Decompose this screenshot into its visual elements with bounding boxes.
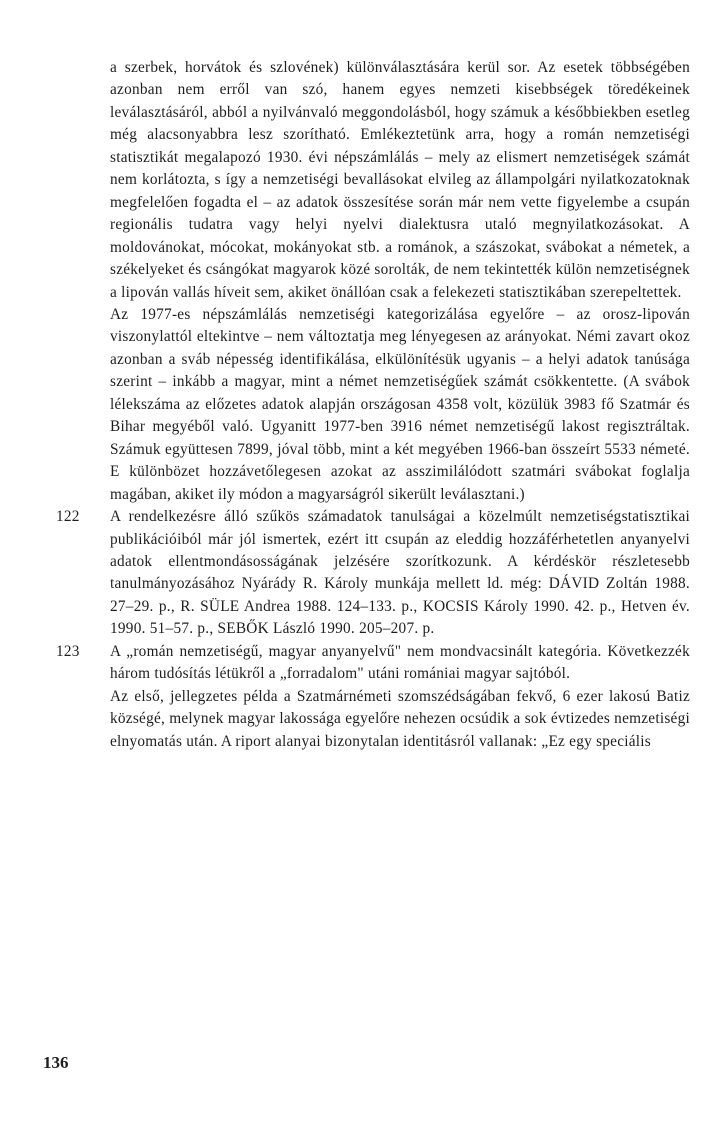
note-number: 122 <box>56 508 80 526</box>
note-123 <box>56 641 690 686</box>
note-123-continuation: Az első, jellegzetes példa a Szatmárnémeti szomszédságában fekvő, 6 ezer lakosú Batiz községé, melynek magyar lakossága egyelőre nehezen ocsúdik a sok évtizedes nemzetiségi elnyomatás után. A riport alanyai bizonytalan identitásról vallanak: „Ez egy speciális <box>110 687 690 750</box>
note-text: A „román nemzetiségű, magyar anyanyelvű" nem mondvacsinált kategória. Következzék három tudósítás létükről a „forradalom" utáni romániai magyar sajtóból. <box>110 642 690 683</box>
note-text: A rendelkezésre álló szűkös számadatok tanulságai a közelmúlt nemzetiségstatisztikai publikációiból már jól ismertek, ezért itt csupán az eleddig hozzáférhetetlen anyanyelvi adatok ellentmondásosságának jelzésére szorítkozunk. A kérdéskör részletesebb tanulmányozásához Nyárády R. Károly munkája mellett ld. még: DÁVID Zoltán 1988. 27–29. p., R. SÜLE Andrea 1988. 124–133. p., KOCSIS Károly 1990. 42. p., Hetven év. 1990. 51–57. p., SEBŐK László 1990. 205–207. p. <box>110 508 690 638</box>
note-122 <box>56 506 690 641</box>
paragraph-1: a szerbek, horvátok és szlovének) különválasztására kerül sor. Az esetek többségében azonban nem erről van szó, hanem egyes nemzeti kisebbségek töredékeinek leválasztásáról, abból a nyilvánvaló meggondolásból, hogy számuk a későbbiekben esetleg még alacsonyabbra lesz szorítható. Emlékeztetünk arra, hogy a román nemzetiségi statisztikát megalapozó 1930. évi népszámlálás – mely az elismert nemzetiségek számát nem korlátozta, s így a nemzetiségi bevallásokat elvileg az állampolgári nyilatkozatoknak megfelelően fogadta el – az adatok összesítése során már nem vette figyelembe a csupán regionális tudatra vagy helyi nyelvi dialektusra utaló megnyilatkozásokat. A moldovánokat, mócokat, mokányokat stb. a románok, a szászokat, svábokat a németek, a székelyeket és csángókat magyarok közé sorolták, de nem tekintették külön nemzetiségnek a lipován vallás híveit sem, akiket önállóan csak a felekezeti statisztikában szerepeltettek. <box>110 59 690 301</box>
note-number: 123 <box>56 642 80 660</box>
paragraph-2: Az 1977-es népszámlálás nemzetiségi kategorizálása egyelőre – az orosz-lipován viszonylattól eltekintve – nem változtatja meg lényegesen az arányokat. Némi zavart okoz azonban a sváb népesség identifikálása, elkülönítésük ugyanis – a helyi adatok tanúsága szerint – inkább a magyar, mint a német nemzetiségűek számát csökkentette. (A svábok lélekszáma az előzetes adatok alapján országosan 4358 volt, közülük 3983 fő Szatmár és Bihar megyéből való. Ugyanitt 1977-ben 3916 német nemzetiségű lakost regisztráltak. Számuk együttesen 7899, jóval több, mint a két megyében 1966-ban összeírt 5533 németé. E különbözet hozzávetőlegesen azokat az asszimilálódott szatmári svábokat foglalja magában, akiket ily módon a magyarságról sikerült leválasztani.) <box>110 305 690 503</box>
page-number: 136 <box>43 1053 69 1072</box>
body-text <box>56 57 690 753</box>
